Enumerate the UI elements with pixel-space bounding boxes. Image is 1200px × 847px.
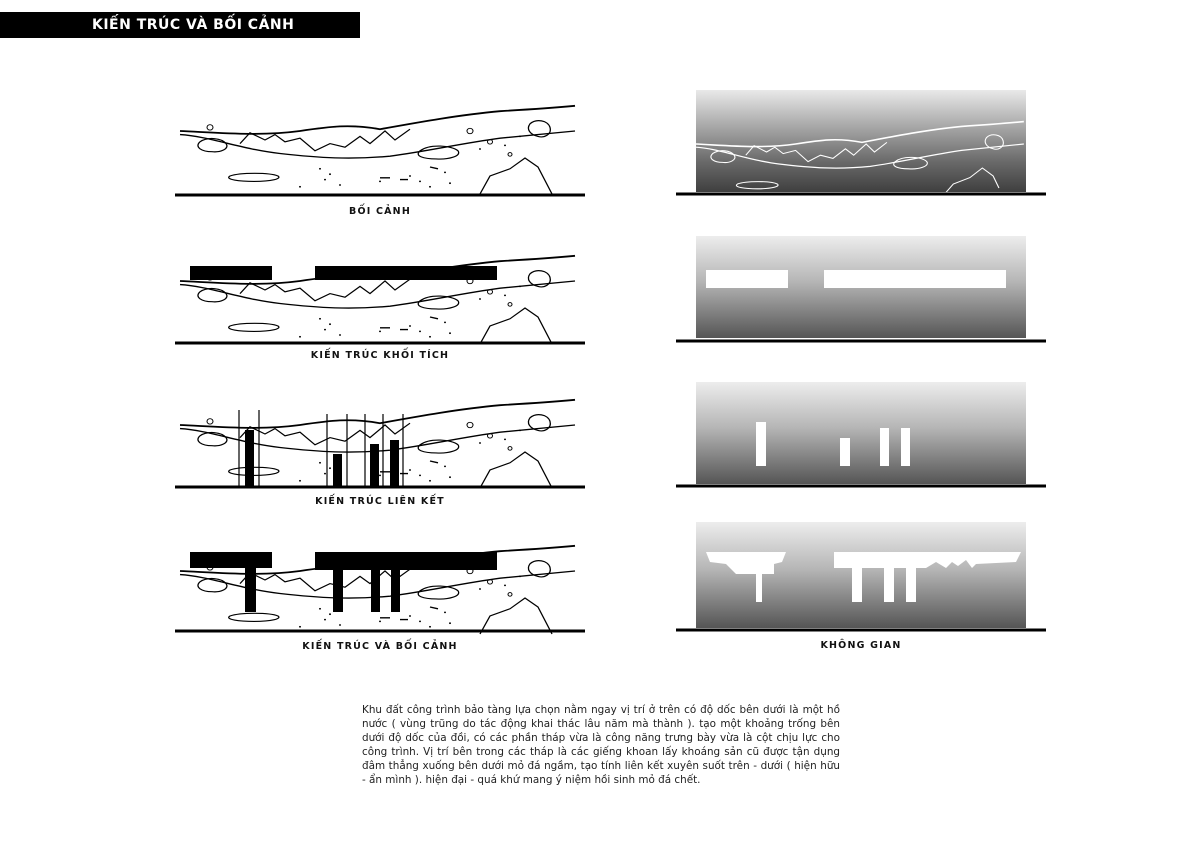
sketch-boi-canh — [175, 100, 585, 200]
description-paragraph: Khu đất công trình bảo tàng lựa chọn nằm ngay vị trí ở trên có độ dốc bên dưới là một hồ nước ( vùng trũng do tác động khai thác lâu năm mà thành ). tạo một khoảng trống bên dưới độ dốc của đồi, có các phần tháp vừa là công năng trưng bày vừa là cột chịu lực cho công trình. Vị trí bên trong các tháp là các giếng khoan lấy khoáng sản cũ được tận dụng đâm thẳng xuống bên dưới mỏ đá ngầm, tạo tính liên kết xuyên suốt trên - dưới ( hiện hữu - ẩn mình ). hiện đại - quá khứ mang ý niệm hồi sinh mỏ đá chết. — [362, 704, 840, 786]
caption-kien-truc-lien-ket: KIẾN TRÚC LIÊN KẾT — [315, 496, 445, 507]
caption-kien-truc-va-boi-canh: KIẾN TRÚC VÀ BỐI CẢNH — [302, 641, 458, 652]
sketch-kien-truc-khoi-tich — [175, 248, 585, 348]
space-panel-2 — [676, 236, 1046, 344]
space-panel-3 — [676, 382, 1046, 490]
page-title: KIẾN TRÚC VÀ BỐI CẢNH — [0, 12, 360, 38]
caption-khong-gian: KHÔNG GIAN — [820, 640, 902, 651]
space-panel-1 — [676, 90, 1046, 198]
caption-boi-canh: BỐI CẢNH — [349, 206, 411, 217]
space-panel-4 — [676, 522, 1046, 634]
sketch-kien-truc-va-boi-canh — [175, 538, 585, 638]
caption-kien-truc-khoi-tich: KIẾN TRÚC KHỐI TÍCH — [310, 350, 450, 361]
sketch-kien-truc-lien-ket — [175, 392, 585, 492]
